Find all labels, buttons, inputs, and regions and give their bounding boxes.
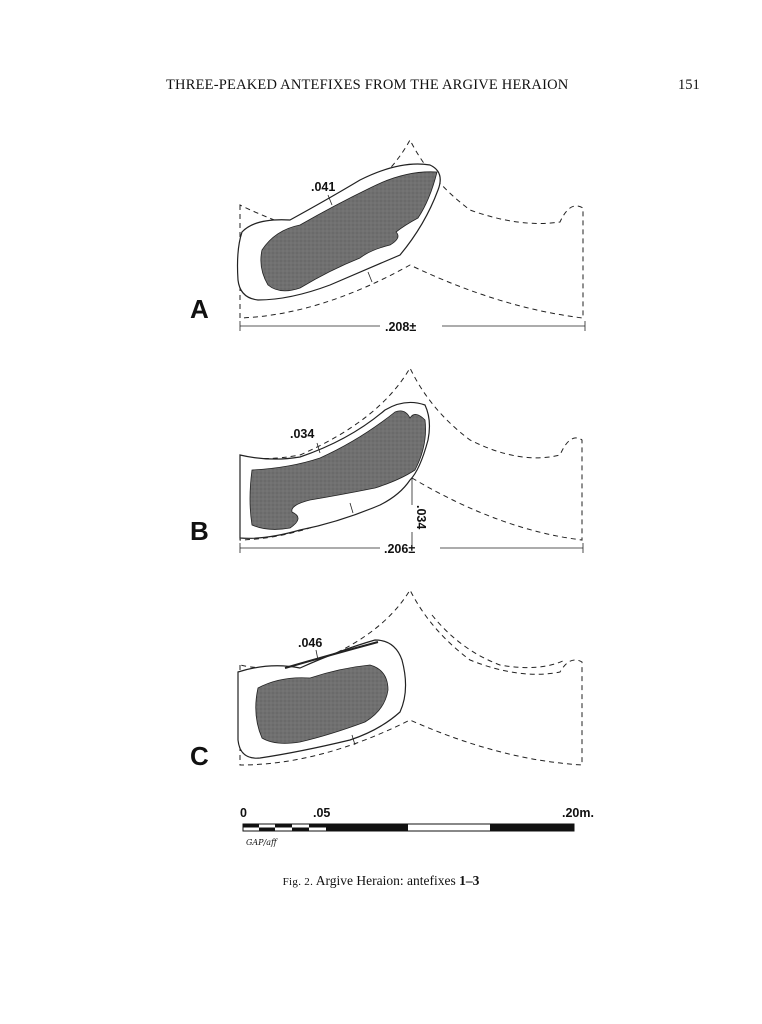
figure-caption xyxy=(0,873,762,889)
figure-label: Fig. 2. xyxy=(282,876,314,888)
scale-label-0: 0 xyxy=(240,806,247,820)
panel-c-letter: C xyxy=(190,741,209,771)
panel-b-width-label: .206± xyxy=(384,542,416,556)
panel-b-edge-label: .034 xyxy=(414,505,428,530)
panel-c-reconstruction-inner xyxy=(432,615,565,668)
caption-text: Argive Heraion: antefixes xyxy=(315,873,460,888)
panel-b-letter: B xyxy=(190,516,209,546)
scale-label-20: .20m. xyxy=(562,806,594,820)
scale-label-05: .05 xyxy=(313,806,331,820)
scale-bar xyxy=(240,806,594,847)
panel-a xyxy=(190,140,585,334)
page-number: 151 xyxy=(678,77,700,93)
panel-a-letter: A xyxy=(190,294,209,324)
panel-c-thickness-label: .046 xyxy=(298,636,323,650)
running-head: THREE-PEAKED ANTEFIXES FROM THE ARGIVE HERAION xyxy=(166,77,569,93)
panel-b xyxy=(190,368,583,556)
caption-numbers: 1–3 xyxy=(459,873,480,888)
draftsman-signature: GAP/aff xyxy=(246,838,277,847)
panel-c xyxy=(190,590,582,771)
panel-a-width-label: .208± xyxy=(385,320,417,334)
panel-b-thickness-label: .034 xyxy=(290,427,315,441)
panel-a-thickness-label: .041 xyxy=(311,180,336,194)
